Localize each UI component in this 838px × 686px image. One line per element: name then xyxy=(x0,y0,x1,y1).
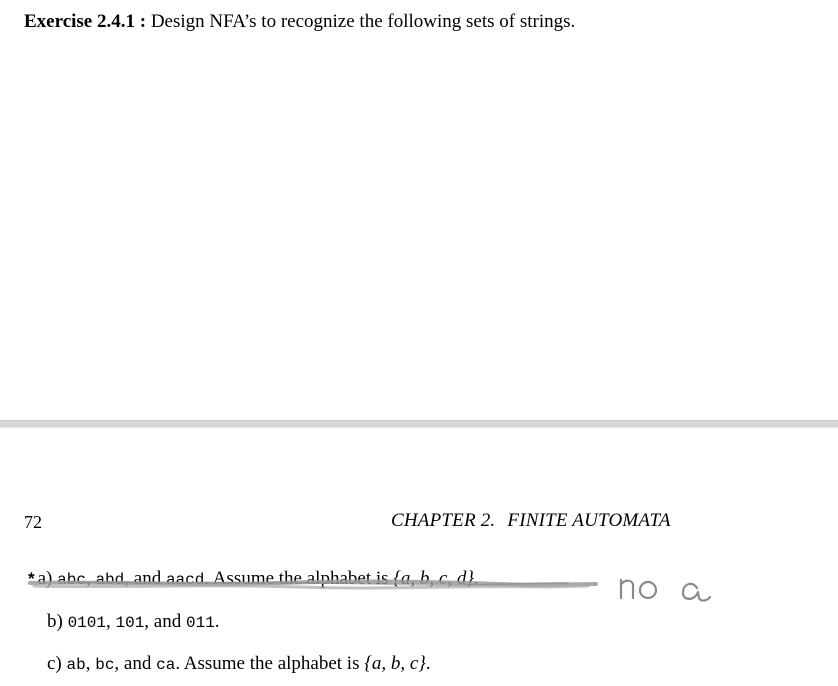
item-marker: c) xyxy=(47,653,62,674)
page-number: 72 xyxy=(24,512,42,532)
exercise-text: Design NFA’s to recognize the following sets of strings. xyxy=(150,11,576,32)
period: . xyxy=(473,568,479,589)
period: . xyxy=(425,653,431,674)
string-value: aacd xyxy=(165,571,205,589)
exercise-item-a xyxy=(28,568,479,590)
separator: , and xyxy=(114,653,157,674)
exercise-heading xyxy=(24,11,575,33)
chapter-title: FINITE AUTOMATA xyxy=(507,510,671,531)
starred-marker: * xyxy=(28,569,35,588)
item-marker: a) xyxy=(37,568,53,589)
separator: , and xyxy=(144,611,186,632)
item-text: . Assume the alphabet is xyxy=(204,568,394,589)
string-value: bc xyxy=(95,656,115,674)
string-value: abc xyxy=(57,571,86,589)
string-value: ca xyxy=(156,656,176,674)
separator: , xyxy=(85,653,96,674)
page-separator xyxy=(0,420,838,428)
separator: , xyxy=(105,611,116,632)
exercise-label: Exercise 2.4.1 : xyxy=(24,11,147,32)
running-head xyxy=(391,510,671,532)
item-text: . Assume the alphabet is xyxy=(175,653,365,674)
item-marker: b) xyxy=(47,611,63,632)
handwritten-note xyxy=(615,568,725,608)
string-value: 101 xyxy=(115,614,145,632)
separator: , xyxy=(85,568,96,589)
string-value: 011 xyxy=(185,614,215,632)
lower-page xyxy=(0,428,838,686)
alphabet-set: {a, b, c, d} xyxy=(393,568,474,589)
period: . xyxy=(214,611,220,632)
string-value: abd xyxy=(95,571,125,589)
string-value: 0101 xyxy=(67,614,106,632)
string-value: ab xyxy=(66,656,86,674)
separator: , and xyxy=(124,568,166,589)
exercise-item-b xyxy=(47,611,220,633)
chapter-label: CHAPTER 2. xyxy=(391,510,496,531)
alphabet-set: {a, b, c} xyxy=(364,653,426,674)
exercise-item-c xyxy=(47,653,431,675)
